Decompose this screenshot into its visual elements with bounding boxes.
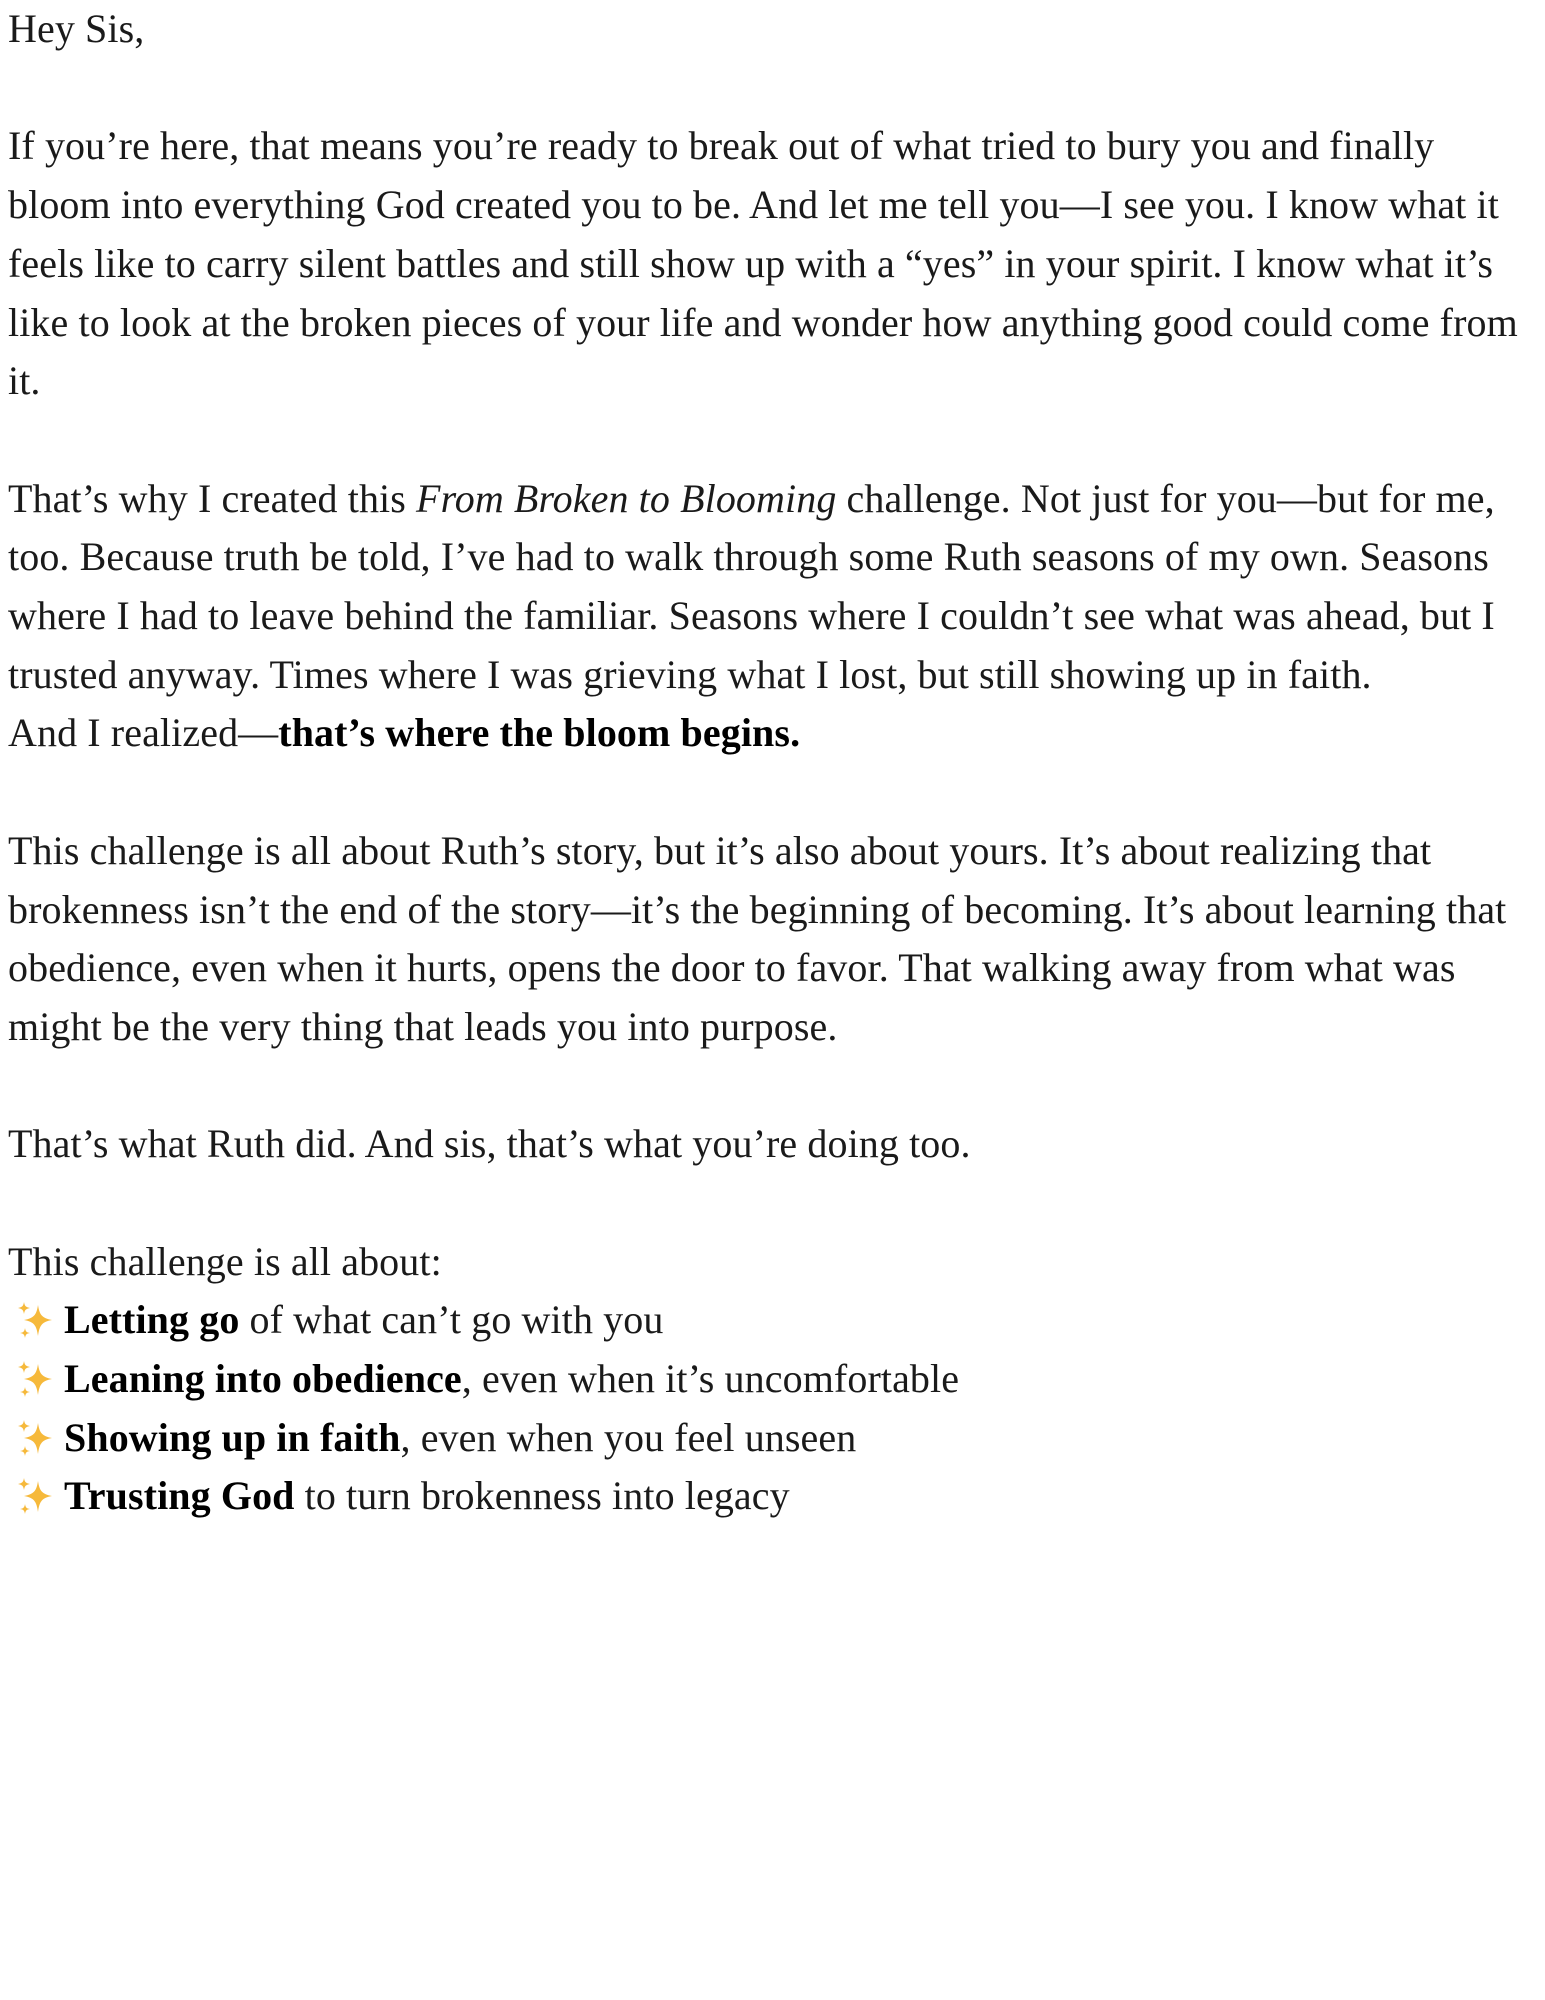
intro-paragraph: If you’re here, that means you’re ready to break out of what tried to bury you and finally bloom into everything God created you to be. And let me tell you—I see you. I know what it feels like to carry silent battles and still show up with a “yes” in your spirit. I know what it’s like to look at the broken pieces of your life and wonder how anything good could come from it. [8, 123, 1518, 404]
realization-prefix: And I realized— [8, 710, 279, 756]
list-item-emphasis: Letting go [64, 1297, 240, 1343]
list-item-emphasis: Trusting God [64, 1473, 295, 1519]
list-item-text [64, 1350, 959, 1409]
why-text-after: challenge. Not just for you—but for me, too. Because truth be told, I’ve had to walk through some Ruth seasons of my own. Seasons where I had to leave behind the familiar. Seasons where I couldn’t see what was ahead, but I trusted anyway. Times where I was grieving what I lost, but still showing up in faith. [8, 475, 1495, 697]
list-item-emphasis: Showing up in faith [64, 1414, 401, 1460]
realization-emphasis: that’s where the bloom begins. [278, 710, 801, 756]
challenge-title: From Broken to Blooming [416, 475, 837, 521]
sparkles-icon [8, 1291, 64, 1350]
challenge-list [8, 1291, 1538, 1526]
list-item-rest: , even when it’s uncomfortable [461, 1356, 960, 1402]
ruth-story-paragraph: This challenge is all about Ruth’s story, but it’s also about yours. It’s about realizing that brokenness isn’t the end of the story—it’s the beginning of becoming. It’s about learning that obedience, even when it hurts, opens the door to favor. That walking away from what was might be the very thing that leads you into purpose. [8, 827, 1507, 1049]
list-item-rest: , even when you feel unseen [400, 1414, 857, 1460]
sparkles-icon [8, 1409, 64, 1468]
list-intro: This challenge is all about: [8, 1238, 442, 1284]
greeting: Hey Sis, [8, 6, 145, 51]
list-item-rest: of what can’t go with you [239, 1297, 664, 1343]
list-item [8, 1467, 1538, 1526]
list-item [8, 1350, 1538, 1409]
list-item-rest: to turn brokenness into legacy [294, 1473, 790, 1519]
list-item [8, 1291, 1538, 1350]
ruth-did-line: That’s what Ruth did. And sis, that’s what you’re doing too. [8, 1121, 971, 1167]
sparkles-icon [8, 1350, 64, 1409]
realization-line [8, 704, 1538, 763]
letter-document [8, 0, 1538, 1526]
paragraph-spacer [8, 1057, 1538, 1116]
list-item-text [64, 1409, 856, 1468]
paragraph-spacer [8, 763, 1538, 822]
paragraph-spacer [8, 411, 1538, 470]
paragraph-spacer [8, 1174, 1538, 1233]
sparkles-icon [8, 1467, 64, 1526]
paragraph-spacer [8, 59, 1538, 118]
why-paragraph [8, 470, 1538, 705]
list-item-text [64, 1291, 663, 1350]
why-text-before: That’s why I created this [8, 475, 417, 521]
list-item-emphasis: Leaning into obedience [64, 1356, 462, 1402]
list-item-text [64, 1467, 790, 1526]
list-item [8, 1409, 1538, 1468]
